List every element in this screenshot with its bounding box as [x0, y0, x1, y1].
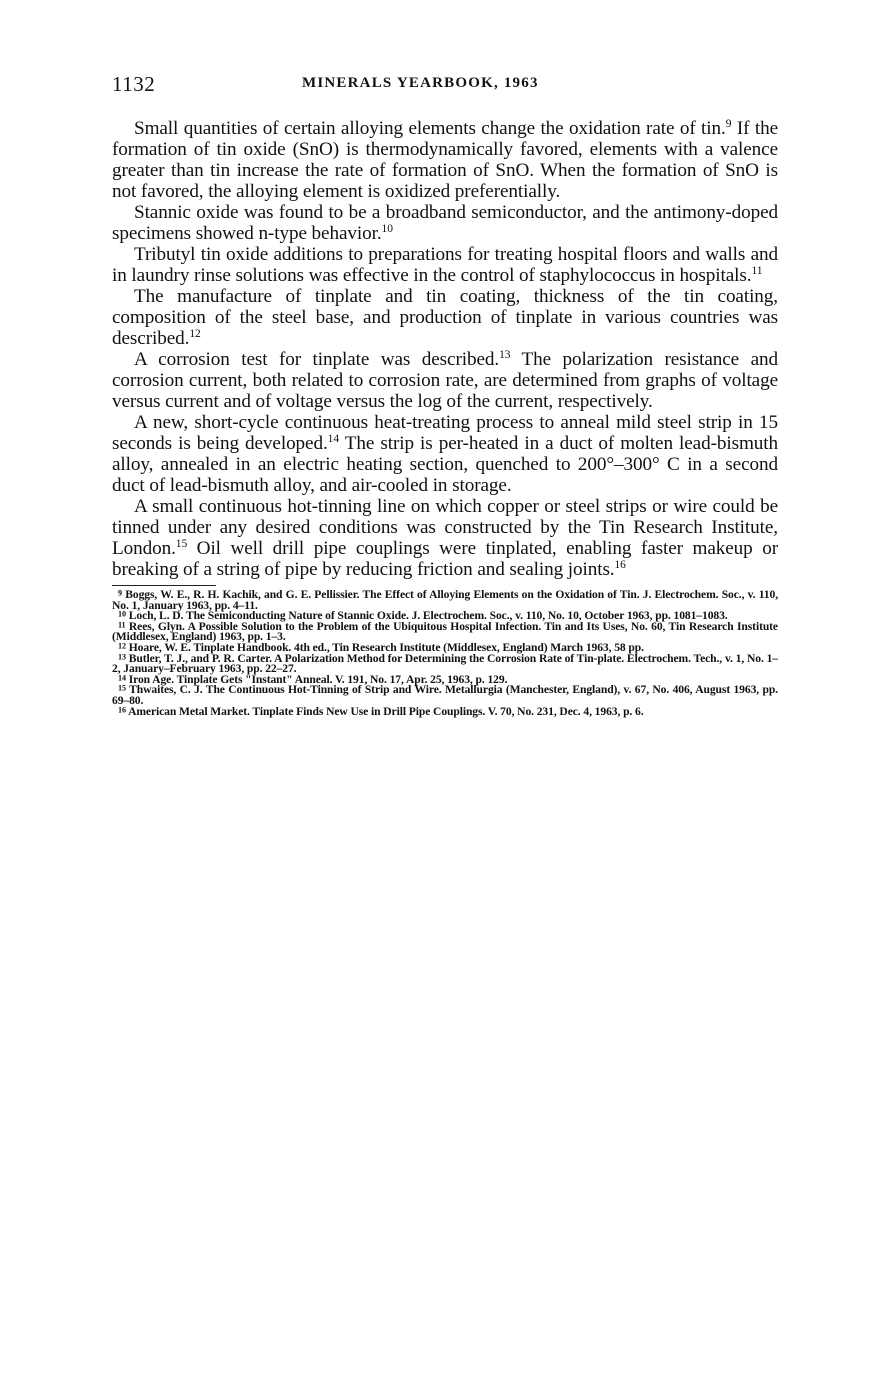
- paragraph: [112, 349, 778, 412]
- paragraph: [112, 202, 778, 244]
- footnote-reference: 13: [499, 349, 511, 362]
- page-number: 1132: [112, 72, 156, 96]
- footnote-reference: 11: [751, 265, 763, 278]
- footnote-reference: 9: [725, 118, 732, 131]
- footnote: [112, 651, 778, 676]
- footnote-rule: [112, 585, 216, 586]
- paragraph-text: The strip is per-heated in a duct of molten lead-bismuth alloy, annealed in an electric heating section, quenched to 200°–300° C in a second duct of lead-bismuth alloy, and air-cooled in storage.: [112, 433, 779, 496]
- paragraph-text: Small quantities of certain alloying elements change the oxidation rate of tin.: [134, 118, 726, 139]
- paragraph-text: The manufacture of tinplate and tin coating, thickness of the tin coating, composition of the steel base, and production of tinplate in various countries was described.: [112, 286, 778, 349]
- footnotes: [112, 590, 778, 717]
- footnote-text: Loch, L. D. The Semiconducting Nature of Stannic Oxide. J. Electrochem. Soc., v. 110, No. 10, October 1963, pp. 1081–1083.: [128, 609, 728, 623]
- footnote-number: 12: [118, 641, 126, 651]
- footnote-text: Thwaites, C. J. The Continuous Hot-Tinning of Strip and Wire. Metallurgia (Manchester, England), v. 67, No. 406, August 1963, pp. 69–80.: [112, 683, 778, 707]
- paragraph-text: If the formation of tin oxide (SnO) is thermodynamically favored, elements with a valence greater than tin increase the rate of formation of SnO. When the formation of SnO is not favored, the alloying element is oxidized preferentially.: [112, 118, 778, 202]
- paragraph: [112, 286, 778, 349]
- footnote-number: 13: [118, 652, 126, 662]
- footnote-reference: 12: [189, 328, 201, 341]
- footnote-text: Iron Age. Tinplate Gets "Instant" Anneal. V. 191, No. 17, Apr. 25, 1963, p. 129.: [128, 672, 508, 686]
- footnote-text: Rees, Glyn. A Possible Solution to the Problem of the Ubiquitous Hospital Infection. Tin and Its Uses, No. 60, Tin Research Institute (Middlesex, England) 1963, pp. 1–3.: [112, 619, 778, 644]
- running-head: [112, 72, 778, 98]
- paragraph: [112, 412, 778, 496]
- paragraph-text: A small continuous hot-tinning line on which copper or steel strips or wire could be tinned under any desired conditions was constructed by the Tin Research Institute, London.: [112, 496, 778, 559]
- footnote-reference: 16: [614, 559, 626, 572]
- footnote-text: Butler, T. J., and P. R. Carter. A Polarization Method for Determining the Corrosion Rate of Tin-plate. Electrochem. Tech., v. 1, No. 1–2, January–February 1963, pp. 22–27.: [112, 651, 778, 676]
- footnote-reference: 15: [175, 538, 188, 551]
- paragraph: [112, 496, 778, 580]
- footnote-number: 16: [118, 705, 126, 715]
- paragraph: [112, 118, 778, 202]
- footnote-reference: 10: [381, 223, 393, 236]
- footnote: [112, 590, 778, 611]
- footnote-reference: 14: [327, 433, 339, 446]
- paragraph-text: Stannic oxide was found to be a broadband semiconductor, and the antimony-doped specimens showed n-type behavior.: [112, 202, 778, 244]
- footnote: [112, 704, 778, 718]
- paragraph-text: The polarization resistance and corrosion current, both related to corrosion rate, are determined from graphs of voltage versus current and of voltage versus the log of the current, respectively.: [112, 349, 778, 412]
- footnote-number: 14: [118, 673, 126, 683]
- paragraph-text: Tributyl tin oxide additions to preparations for treating hospital floors and walls and in laundry rinse solutions was effective in the control of staphylococcus in hospitals.: [112, 244, 778, 286]
- body-text: [112, 118, 778, 580]
- document-page: [112, 72, 778, 717]
- footnote-text: American Metal Market. Tinplate Finds New Use in Drill Pipe Couplings. V. 70, No. 231, Dec. 4, 1963, p. 6.: [128, 704, 644, 718]
- paragraph: [112, 244, 778, 286]
- footnote-text: Hoare, W. E. Tinplate Handbook. 4th ed., Tin Research Institute (Middlesex, England) March 1963, 58 pp.: [128, 640, 644, 654]
- paragraph-text: A corrosion test for tinplate was described.: [134, 349, 500, 370]
- running-title: MINERALS YEARBOOK, 1963: [302, 75, 539, 91]
- footnote-number: 10: [118, 609, 126, 619]
- footnote-number: 11: [118, 620, 126, 630]
- paragraph-text: A new, short-cycle continuous heat-treating process to anneal mild steel strip in 15 seconds is being developed.: [112, 412, 778, 454]
- footnote-number: 15: [118, 683, 126, 693]
- footnote: [112, 685, 778, 706]
- footnote-number: 9: [118, 588, 122, 598]
- footnote: [112, 619, 778, 644]
- footnote-text: Boggs, W. E., R. H. Kachik, and G. E. Pellissier. The Effect of Alloying Elements on the Oxidation of Tin. J. Electrochem. Soc., v. 110, No. 1, January 1963, pp. 4–11.: [112, 588, 778, 612]
- paragraph-text: Oil well drill pipe couplings were tinplated, enabling faster makeup or breaking of a string of pipe by reducing friction and sealing joints.: [112, 538, 778, 580]
